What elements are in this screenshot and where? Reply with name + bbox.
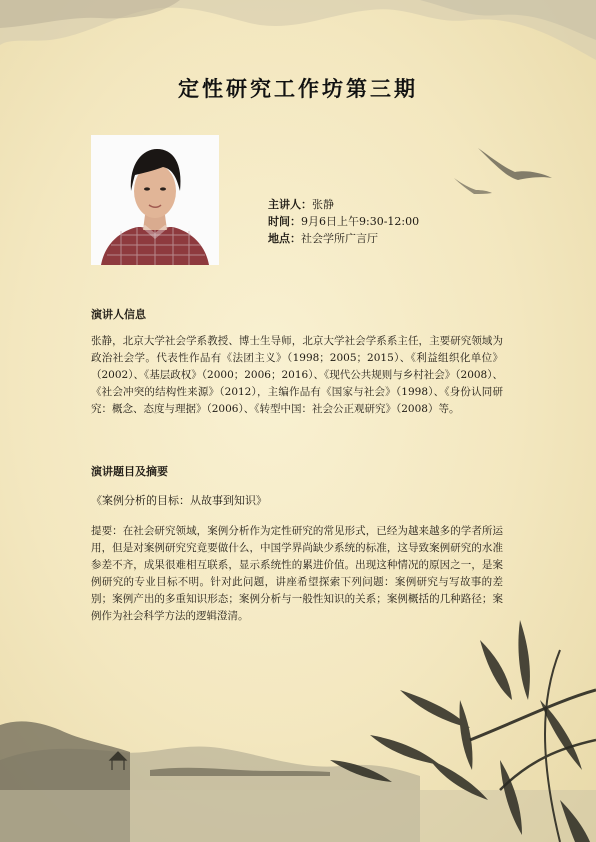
place-label: 地点： [268, 232, 301, 245]
bio-text: 张静，北京大学社会学系教授、博士生导师，北京大学社会学系系主任，主要研究领域为政治社会学。代表性作品有《法团主义》（1998；2005；2015）、《利益组织化单位》（2002）、《基层政权》（2000；2006；2016）、《现代公共规则与乡村社会》（2008）、《社会冲突的结构性来源》（2012），主编作品有《国家与社会》（1998）、《身份认同研究：概念、态度与理据》（2006）、《转型中国：社会公正观研究》（2008）等。 [91, 335, 503, 415]
talk-title: 《案例分析的目标：从故事到知识》 [91, 494, 267, 507]
talk-abstract: 提要：在社会研究领域，案例分析作为定性研究的常见形式，已经为越来越多的学者所运用，但是对案例研究究竟要做什么，中国学界尚缺少系统的标准，这导致案例研究的水准参差不齐，成果很难相互联系，显示系统性的累进价值。出现这种情况的原因之一，是案例研究的专业目标不明。针对此问题，讲座希望探索下列问题：案例研究与写故事的差别；案例产出的多重知识形态；案例分析与一般性知识的关系；案例概括的几种路径；案例作为社会科学方法的逻辑澄清。 [91, 525, 503, 622]
event-place: 社会学所广言厅 [301, 232, 378, 245]
speaker-photo [91, 135, 219, 265]
time-row [268, 213, 419, 230]
speaker-label: 主讲人： [268, 198, 312, 211]
bio-heading: 演讲人信息 [91, 308, 146, 321]
place-row [268, 230, 419, 247]
time-label: 时间： [268, 215, 301, 228]
speaker-row [268, 196, 419, 213]
bird-large [478, 148, 552, 180]
talk-heading: 演讲题目及摘要 [91, 465, 168, 478]
speaker-name: 张静 [312, 198, 334, 211]
poster-title: 定性研究工作坊第三期 [178, 76, 418, 101]
bird-small [454, 178, 492, 194]
event-info [268, 196, 419, 247]
event-time: 9月6日上午9:30-12:00 [301, 215, 420, 228]
